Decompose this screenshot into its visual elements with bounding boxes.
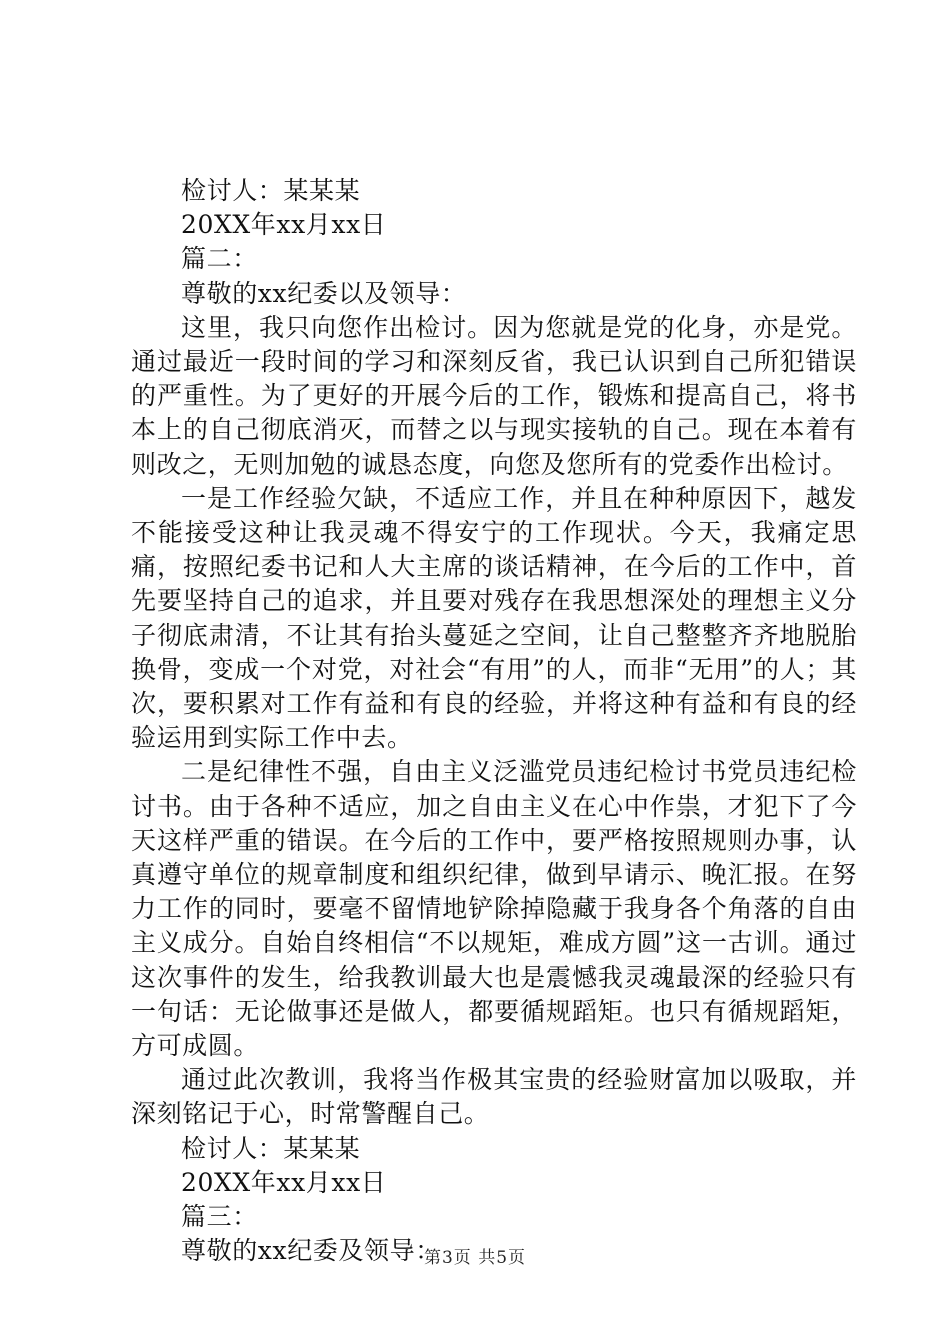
salutation: 尊敬的xx纪委及领导：	[181, 1236, 441, 1266]
body-paragraph: 这里，我只向您作出检讨。因为您就是党的化身，亦是党。通过最近一段时间的学习和深刻反省，我已认识到自己所犯错误的严重性。为了更好的开展今后的工作，锻炼和提高自己，将书本上的自己彻底消灭，而替之以与现实接轨的自己。现在本着有则改之，无则加勉的诚恳态度，向您及您所有的党委作出检讨。	[131, 312, 857, 479]
signature-line: 检讨人：某某某	[181, 1133, 361, 1163]
body-paragraph: 一是工作经验欠缺，不适应工作，并且在种种原因下，越发不能接受这种让我灵魂不得安宁的工作现状。今天，我痛定思痛，按照纪委书记和人大主席的谈话精神，在今后的工作中，首先要坚持自己的追求，并且要对残存在我思想深处的理想主义分子彻底肃清，不让其有抬头蔓延之空间，让自己整整齐齐地脱胎换骨，变成一个对党，对社会“有用”的人，而非“无用”的人；其次，要积累对工作有益和有良的经验，并将这种有益和有良的经验运用到实际工作中去。	[131, 483, 857, 753]
date-line: 20XX年xx月xx日	[181, 1167, 387, 1197]
section-heading: 篇二：	[181, 244, 258, 274]
page-number-label: 第3页 共5页	[423, 1248, 527, 1268]
salutation: 尊敬的xx纪委以及领导：	[181, 278, 467, 308]
section-heading: 篇三：	[181, 1202, 258, 1232]
date-line: 20XX年xx月xx日	[181, 210, 387, 240]
page-footer	[0, 1243, 950, 1268]
body-paragraph: 二是纪律性不强，自由主义泛滥党员违纪检讨书党员违纪检讨书。由于各种不适应，加之自由主义在心中作祟，才犯下了今天这样严重的错误。在今后的工作中，要严格按照规则办事，认真遵守单位的规章制度和组织纪律，做到早请示、晚汇报。在努力工作的同时，要毫不留情地铲除掉隐藏于我身各个角落的自由主义成分。自始自终相信“不以规矩，难成方圆”这一古训。通过这次事件的发生，给我教训最大也是震憾我灵魂最深的经验只有一句话：无论做事还是做人，都要循规蹈矩。也只有循规蹈矩，方可成圆。	[131, 757, 857, 1061]
signature-line: 检讨人：某某某	[181, 176, 361, 205]
document-body	[131, 174, 857, 1269]
body-paragraph: 通过此次教训，我将当作极其宝贵的经验财富加以吸取，并深刻铭记于心，时常警醒自己。	[131, 1065, 857, 1129]
